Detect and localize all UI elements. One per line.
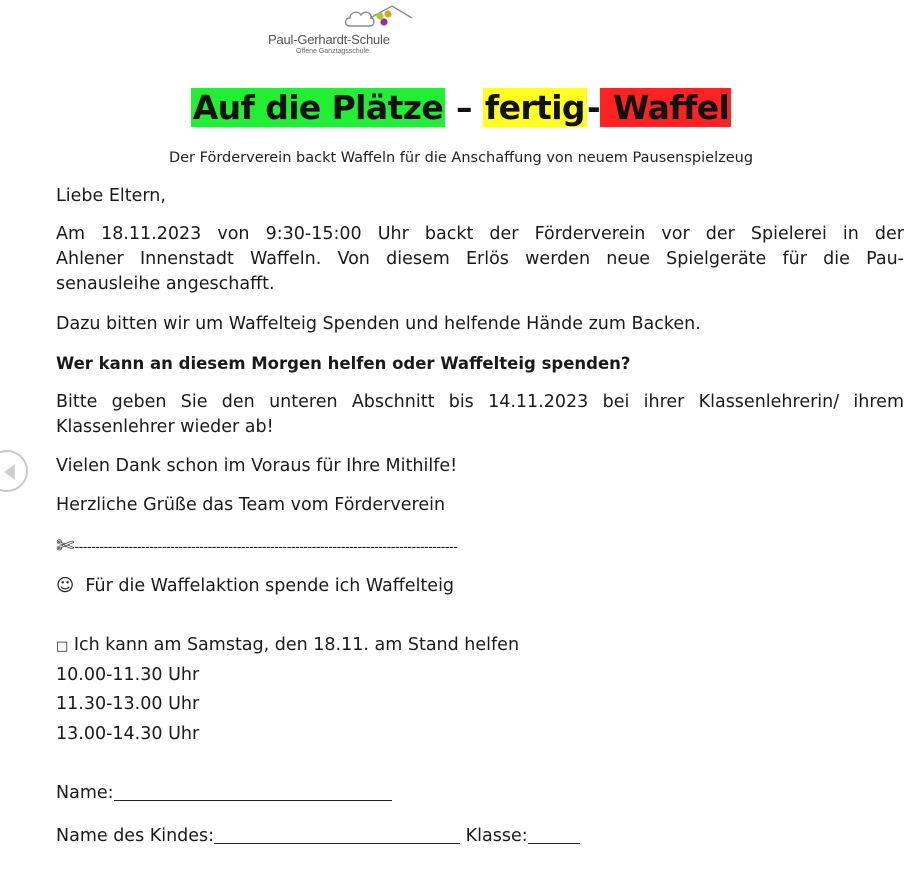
title-separator-hyphen: - [586, 88, 601, 127]
letter-paragraph-event-line: Am 18.11.2023 von 9:30-15:00 Uhr backt der Förderverein vor der Spielerei in der [56, 224, 904, 244]
checkbox-icon[interactable]: □ [56, 639, 69, 654]
letter-paragraph-return-line: Bitte geben Sie den unteren Abschnitt bis 14.11.2023 bei ihrer Klassenlehrerin/ ihrem [56, 392, 904, 412]
form-donate-label: Für die Waffelaktion spende ich Waffelteig [85, 576, 455, 596]
form-time-slot[interactable]: 11.30-13.00 Uhr [56, 694, 200, 714]
letter-paragraph-event [56, 222, 904, 297]
letter-paragraph-return [56, 390, 904, 440]
logo-cloud-house-icon [342, 4, 416, 32]
letter-greeting: Liebe Eltern, [56, 186, 166, 206]
form-child-row [56, 824, 904, 849]
letter-paragraph-event-line: Ahlener Innenstadt Waffeln. Von diesem Erlös werden neue Spielgeräte für die Pau- [56, 249, 904, 269]
title-separator-dash: – [445, 88, 483, 127]
title-part-fertig: fertig [484, 88, 585, 127]
form-child-label: Name des Kindes: [56, 826, 215, 846]
cut-line [56, 534, 457, 559]
logo-school-name: Paul-Gerhardt-Schule [268, 32, 390, 47]
smiley-icon: ☺ [56, 576, 75, 596]
letter-paragraph-event-line: senausleihe angeschafft. [56, 274, 275, 294]
form-donate-option[interactable] [56, 574, 904, 599]
title-part-plaetze: Auf die Plätze [192, 88, 444, 127]
name-field[interactable] [114, 782, 392, 801]
letter-thanks: Vielen Dank schon im Voraus für Ihre Mithilfe! [56, 456, 458, 476]
form-name-label: Name: [56, 783, 114, 803]
school-logo [266, 2, 426, 58]
class-field[interactable] [528, 825, 580, 844]
page-subtitle: Der Förderverein backt Waffeln für die Anschaffung von neuem Pausenspielzeug [168, 150, 754, 166]
letter-closing: Herzliche Grüße das Team vom Förderverein [56, 495, 446, 515]
form-help-label: Ich kann am Samstag, den 18.11. am Stand helfen [73, 635, 520, 655]
scissors-icon: ✄ [56, 534, 75, 559]
child-name-field[interactable] [214, 825, 460, 844]
page-title [0, 88, 922, 127]
cut-dashes: -------------------------------------------------------------------------------------------- [74, 538, 458, 554]
form-name-row [56, 781, 904, 806]
letter-paragraph-return-line: Klassenlehrer wieder ab! [56, 417, 274, 437]
form-time-slot[interactable]: 10.00-11.30 Uhr [56, 665, 200, 685]
title-part-waffel: Waffel [602, 88, 730, 127]
form-help-option[interactable] [56, 633, 904, 659]
letter-question: Wer kann an diesem Morgen helfen oder Waffelteig spenden? [56, 354, 631, 373]
letter-paragraph-request: Dazu bitten wir um Waffelteig Spenden und helfende Hände zum Backen. [56, 314, 701, 334]
logo-school-subtitle: Offene Ganztagsschule [296, 48, 370, 55]
form-class-label: Klasse: [465, 826, 528, 846]
previous-page-arrow-icon[interactable] [0, 450, 28, 492]
form-time-slot[interactable]: 13.00-14.30 Uhr [56, 724, 200, 744]
